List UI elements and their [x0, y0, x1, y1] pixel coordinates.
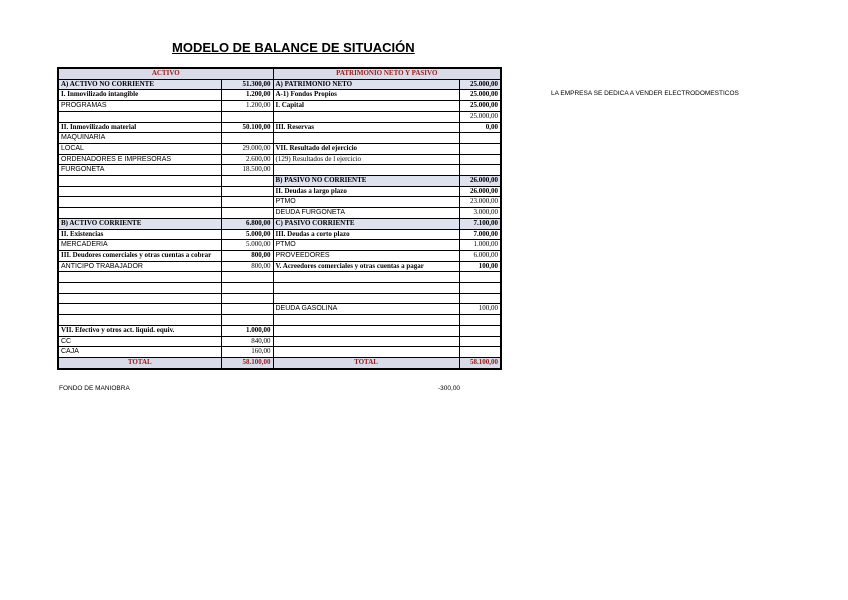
left-value-cell: 2.600,00	[221, 154, 273, 165]
right-value-cell: 23.000,00	[459, 197, 501, 208]
right-value-cell	[459, 283, 501, 294]
right-label-cell	[273, 133, 459, 144]
left-label-cell: III. Deudores comerciales y otras cuentas a cobrar	[58, 250, 221, 261]
left-value-cell: 18.500,00	[221, 165, 273, 176]
right-label-cell: PTMO	[273, 197, 459, 208]
left-label-cell	[58, 111, 221, 122]
right-value-cell: 26.000,00	[459, 186, 501, 197]
right-label-cell: III. Reservas	[273, 122, 459, 133]
left-label-cell: CC	[58, 336, 221, 347]
right-value-cell	[459, 293, 501, 304]
right-value-cell: 25.000,00	[459, 90, 501, 101]
balance-table	[57, 67, 502, 370]
left-value-cell	[221, 186, 273, 197]
left-value-cell	[221, 272, 273, 283]
left-value-cell: 1.200,00	[221, 101, 273, 112]
table-row	[58, 261, 501, 272]
left-value-cell	[221, 111, 273, 122]
left-value-cell: 160,00	[221, 347, 273, 358]
left-value-cell: 5.000,00	[221, 240, 273, 251]
table-row	[58, 229, 501, 240]
left-label-cell: MAQUINARIA	[58, 133, 221, 144]
right-value-cell: 1.000,00	[459, 240, 501, 251]
left-value-cell	[221, 304, 273, 315]
right-label-cell	[273, 293, 459, 304]
left-value-cell	[221, 176, 273, 187]
right-label-cell: B) PASIVO NO CORRIENTE	[273, 176, 459, 187]
left-label-cell: B) ACTIVO CORRIENTE	[58, 218, 221, 229]
left-value-cell: 800,00	[221, 261, 273, 272]
table-row	[58, 283, 501, 294]
right-value-cell: 100,00	[459, 261, 501, 272]
table-row	[58, 293, 501, 304]
table-row	[58, 197, 501, 208]
right-label-cell: PROVEEDORES	[273, 250, 459, 261]
right-label-cell	[273, 336, 459, 347]
document-title: MODELO DE BALANCE DE SITUACIÓN	[172, 40, 415, 55]
table-row	[58, 304, 501, 315]
fondo-maniobra-label: FONDO DE MANIOBRA	[59, 385, 130, 392]
left-label-cell: FURGONETA	[58, 165, 221, 176]
right-value-cell	[459, 165, 501, 176]
right-label-cell: V. Acreedores comerciales y otras cuentas a pagar	[273, 261, 459, 272]
left-label-cell	[58, 272, 221, 283]
table-row	[58, 101, 501, 112]
right-label-cell	[273, 347, 459, 358]
total-right-label: TOTAL	[273, 357, 459, 368]
fondo-maniobra-value: -300,00	[438, 385, 461, 392]
table-row	[58, 218, 501, 229]
total-right-value: 58.100,00	[459, 357, 501, 368]
right-value-cell: 7.000,00	[459, 229, 501, 240]
table-row	[58, 176, 501, 187]
right-value-cell	[459, 272, 501, 283]
right-label-cell: I. Capital	[273, 101, 459, 112]
left-label-cell: LOCAL	[58, 143, 221, 154]
table-row	[58, 133, 501, 144]
right-value-cell	[459, 336, 501, 347]
right-value-cell: 7.100,00	[459, 218, 501, 229]
left-label-cell: II. Existencias	[58, 229, 221, 240]
right-value-cell	[459, 347, 501, 358]
table-row	[58, 347, 501, 358]
right-label-cell: VII. Resultado del ejercicio	[273, 143, 459, 154]
left-label-cell	[58, 304, 221, 315]
left-value-cell	[221, 283, 273, 294]
right-value-cell: 100,00	[459, 304, 501, 315]
table-row	[58, 143, 501, 154]
left-value-cell	[221, 197, 273, 208]
table-row	[58, 111, 501, 122]
right-value-cell: 0,00	[459, 122, 501, 133]
table-row	[58, 240, 501, 251]
left-label-cell	[58, 197, 221, 208]
left-label-cell: VII. Efectivo y otros act. liquid. equiv.	[58, 325, 221, 336]
left-label-cell	[58, 293, 221, 304]
left-label-cell: CAJA	[58, 347, 221, 358]
right-value-cell: 3.000,00	[459, 208, 501, 219]
table-row	[58, 315, 501, 326]
left-label-cell: II. Inmovilizado material	[58, 122, 221, 133]
left-value-cell: 51.300,00	[221, 79, 273, 90]
right-label-cell	[273, 283, 459, 294]
left-label-cell: ANTICIPO TRABAJADOR	[58, 261, 221, 272]
total-row	[58, 357, 501, 368]
right-value-cell: 25.000,00	[459, 79, 501, 90]
left-value-cell: 5.000,00	[221, 229, 273, 240]
table-row	[58, 325, 501, 336]
right-value-cell	[459, 154, 501, 165]
right-label-cell: DEUDA GASOLINA	[273, 304, 459, 315]
right-label-cell	[273, 165, 459, 176]
left-value-cell	[221, 315, 273, 326]
right-label-cell: PTMO	[273, 240, 459, 251]
right-label-cell	[273, 325, 459, 336]
left-label-cell	[58, 208, 221, 219]
table-row	[58, 208, 501, 219]
left-value-cell: 29.000,00	[221, 143, 273, 154]
right-label-cell: III. Deudas a corto plazo	[273, 229, 459, 240]
right-label-cell	[273, 272, 459, 283]
left-value-cell: 6.800,00	[221, 218, 273, 229]
left-value-cell	[221, 133, 273, 144]
right-value-cell	[459, 315, 501, 326]
table-row	[58, 250, 501, 261]
left-value-cell	[221, 293, 273, 304]
right-value-cell	[459, 325, 501, 336]
left-label-cell: A) ACTIVO NO CORRIENTE	[58, 79, 221, 90]
left-label-cell	[58, 186, 221, 197]
right-label-cell: (129) Resultados de l ejercicio	[273, 154, 459, 165]
table-row	[58, 79, 501, 90]
company-note: LA EMPRESA SE DEDICA A VENDER ELECTRODOMESTICOS	[551, 90, 739, 97]
right-value-cell: 25.000,00	[459, 101, 501, 112]
right-label-cell: C) PASIVO CORRIENTE	[273, 218, 459, 229]
left-value-cell: 1.200,00	[221, 90, 273, 101]
left-value-cell: 840,00	[221, 336, 273, 347]
header-activo: ACTIVO	[58, 68, 273, 79]
table-row	[58, 186, 501, 197]
right-label-cell	[273, 111, 459, 122]
total-left-label: TOTAL	[58, 357, 221, 368]
right-value-cell: 26.000,00	[459, 176, 501, 187]
header-patrimonio-pasivo: PATRIMONIO NETO Y PASIVO	[273, 68, 501, 79]
table-row	[58, 90, 501, 101]
right-label-cell: A-1) Fondos Propios	[273, 90, 459, 101]
total-left-value: 58.100,00	[221, 357, 273, 368]
right-label-cell: DEUDA FURGONETA	[273, 208, 459, 219]
left-label-cell	[58, 315, 221, 326]
table-header-row	[58, 68, 501, 79]
left-label-cell: PROGRAMAS	[58, 101, 221, 112]
left-label-cell: ORDENADORES E IMPRESORAS	[58, 154, 221, 165]
right-label-cell: II. Deudas a largo plazo	[273, 186, 459, 197]
left-label-cell	[58, 176, 221, 187]
table-row	[58, 272, 501, 283]
left-label-cell: I. Inmovilizado intangible	[58, 90, 221, 101]
right-value-cell: 25.000,00	[459, 111, 501, 122]
table-row	[58, 154, 501, 165]
right-value-cell	[459, 143, 501, 154]
right-label-cell	[273, 315, 459, 326]
table-row	[58, 165, 501, 176]
left-value-cell: 800,00	[221, 250, 273, 261]
table-row	[58, 336, 501, 347]
left-value-cell: 50.100,00	[221, 122, 273, 133]
right-label-cell: A) PATRIMONIO NETO	[273, 79, 459, 90]
left-value-cell: 1.000,00	[221, 325, 273, 336]
left-label-cell	[58, 283, 221, 294]
left-label-cell: MERCADERIA	[58, 240, 221, 251]
right-value-cell	[459, 133, 501, 144]
right-value-cell: 6.000,00	[459, 250, 501, 261]
table-row	[58, 122, 501, 133]
left-value-cell	[221, 208, 273, 219]
